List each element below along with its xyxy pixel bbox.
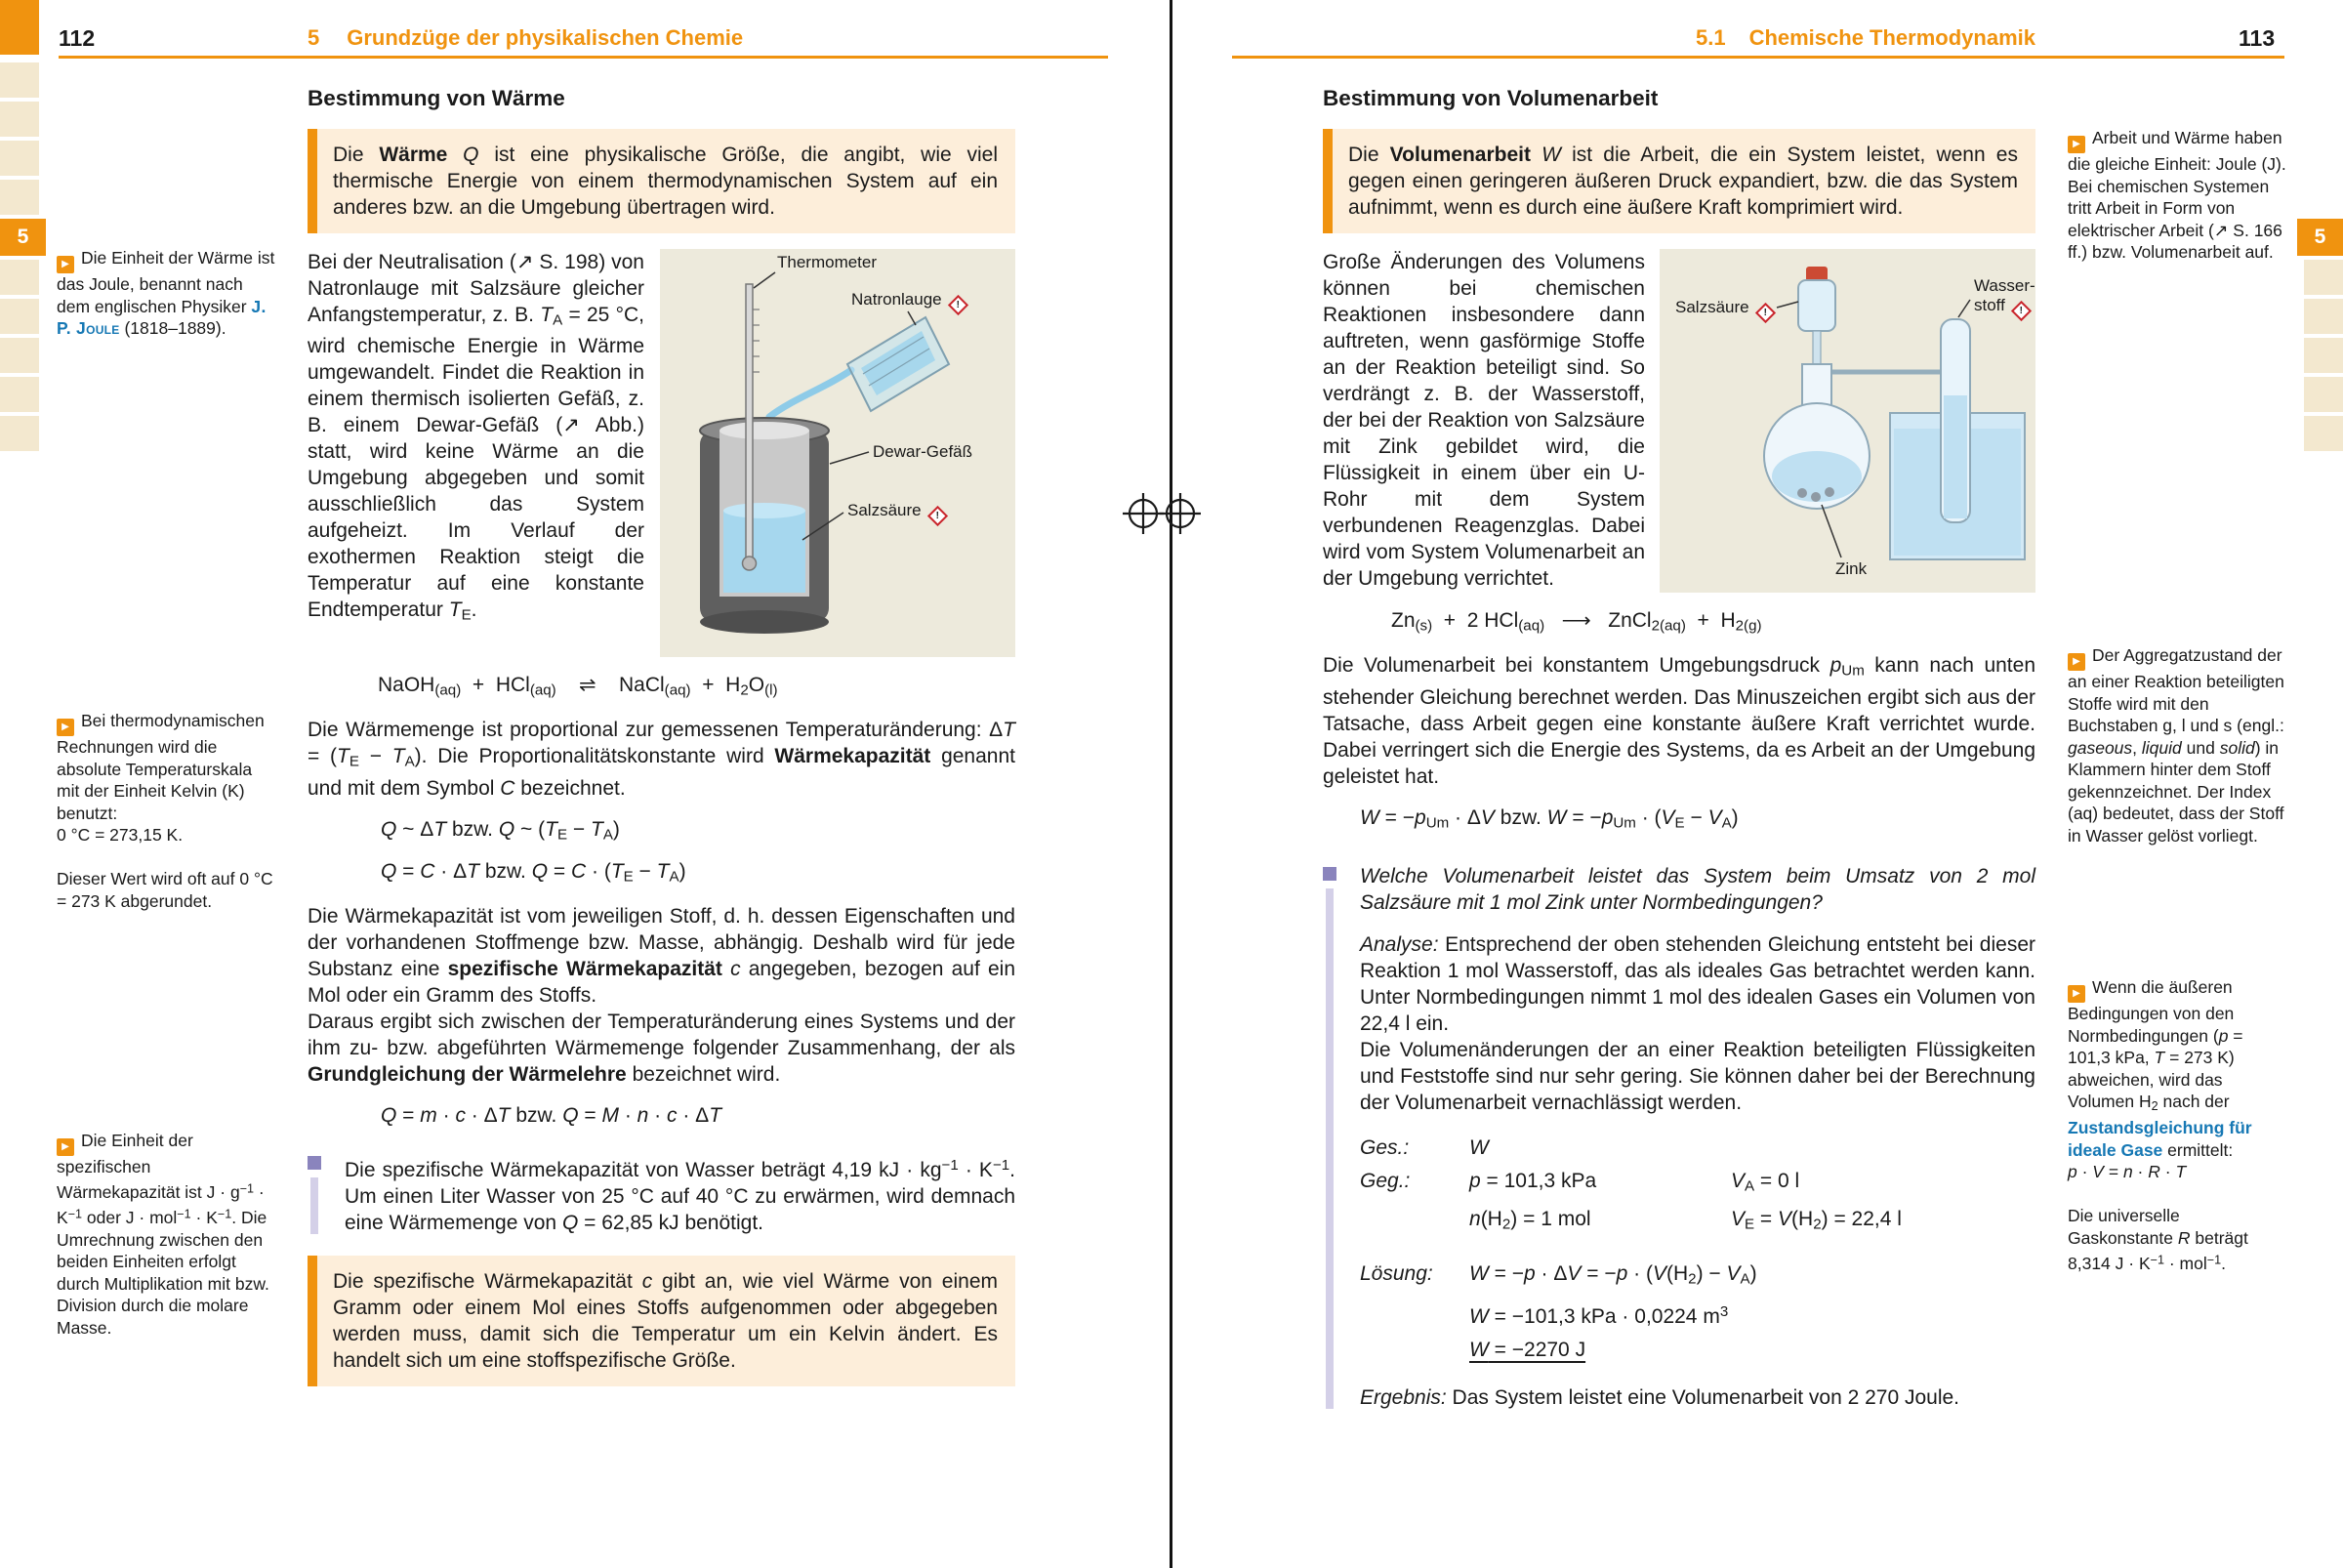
given-sought-block bbox=[1360, 1134, 2035, 1240]
equation-rhs: Q ~ $(T_E - T_A)$ bbox=[498, 817, 620, 843]
equation-capacity bbox=[308, 857, 1015, 891]
hazard-icon: ! bbox=[948, 294, 968, 314]
figure-label-zink: Zink bbox=[1835, 559, 1868, 578]
hazard-icon: ! bbox=[927, 505, 948, 525]
dewar-vessel-graphic bbox=[700, 418, 829, 634]
figure-label-dewar: Dewar-Gefäß bbox=[873, 442, 973, 461]
definition-box-heat bbox=[308, 129, 1015, 233]
worked-example bbox=[1323, 863, 2035, 1411]
given-amount: $n(H_2) = 1$ mol bbox=[1469, 1208, 1591, 1233]
section-title-volume-work: Bestimmung von Volumenarbeit bbox=[1323, 86, 1659, 110]
figure-volume-work-experiment bbox=[1660, 249, 2035, 593]
exercise-question: Welche Volumenarbeit leistet das System beim Umsatz von 2 mol Salzsäure mit 1 mol Zink unter Normbedingungen? bbox=[1360, 864, 2035, 914]
text-figure-row bbox=[308, 249, 1015, 657]
exercise-accent-bar bbox=[1326, 888, 1334, 1409]
chapter-title: Grundzüge der physikalischen Chemie bbox=[347, 25, 744, 50]
note-marker-icon: ▶ bbox=[2068, 136, 2085, 153]
solution-line: $W = -p \cdot \Delta V = -p \cdot (V(H_2) - V_A)$ bbox=[1469, 1261, 1757, 1287]
chapter-header-left bbox=[308, 25, 743, 51]
margin-note-work-unit bbox=[2068, 127, 2288, 264]
equation-volume-work bbox=[1323, 804, 2035, 838]
hazard-icon: ! bbox=[1755, 302, 1776, 322]
solution-line: W = −101,3 kPa · 0,0224 $m^3$ bbox=[1469, 1302, 1729, 1328]
text-figure-row bbox=[1323, 249, 2035, 593]
chapter-number: 5 bbox=[308, 25, 320, 50]
given-initial-volume: $V_A = 0$ l bbox=[1731, 1169, 1800, 1195]
edge-tab bbox=[0, 102, 39, 137]
edge-tab bbox=[0, 141, 39, 176]
header-rule-right bbox=[1232, 56, 2284, 59]
edge-tab bbox=[0, 338, 39, 373]
paragraph-fundamental-law: Daraus ergibt sich zwischen der Temperaturänderung eines Systems und der ihm zu- bzw. abgeführten Wärmemenge folgender Zusammenhang, der als Grundgleichung der Wärmelehre bezeichnet wird. bbox=[308, 1011, 1015, 1087]
note-marker-icon: ▶ bbox=[57, 1138, 74, 1156]
margin-note-text: Bei thermodynamischen Rechnungen wird die absolute Temperaturskala mit der Einheit Kelvin (K) benutzt: 0 °C = 273,15 K. Dieser Wert wird oft auf 0 °C = 273 K abgerundet. bbox=[57, 711, 273, 911]
chapter-tab-left bbox=[0, 219, 46, 256]
given-final-volume: $V_E = V(H_2) = 22,4$ l bbox=[1731, 1208, 1902, 1233]
chapter-tab-number: 5 bbox=[2314, 226, 2326, 248]
section-header-title: Chemische Thermodynamik bbox=[1748, 25, 2035, 50]
margin-note-text: Wenn die äußeren Bedingungen von den Normbedingungen (p = 101,3 kPa, T = 273 K) abweichen, wird das Volumen $H_2$ nach der Zustandsgleichung für ideale Gase ermittelt: p · V = n · R · T Die universelle Gaskonstante R beträgt 8,314 $J \cdot K^{-1} \cdot mol^{-1}$. bbox=[2068, 977, 2252, 1273]
margin-note-text: Die Einheit der spezifischen Wärmekapazität ist $J \cdot g^{-1} \cdot K^{-1}$ oder $J \cdot mol^{-1} \cdot K^{-1}$. Die Umrechnung zwischen den beiden Einheiten erfolgt durch Multiplikation mit bzw. Division durch die molare Masse. bbox=[57, 1131, 269, 1338]
equation-mid: bzw. bbox=[451, 817, 494, 841]
edge-tab bbox=[0, 416, 39, 451]
figure-label-natronlauge: Natronlauge ! bbox=[851, 290, 967, 312]
paragraph-heat-capacity: Die Wärmemenge ist proportional zur gemessenen Temperaturänderung: $\Delta T = (T_E - T_A)$. Die Proportionalitätskonstante wird Wärmekapazität genannt und mit dem Symbol C bezeichnet. bbox=[308, 719, 1015, 800]
margin-note-joule bbox=[57, 247, 275, 340]
figure-heat-experiment bbox=[660, 249, 1015, 657]
equation-rhs: Q = M · n · c · ΔT bbox=[562, 1104, 722, 1128]
equation-neutralisation: NaOH$_{(aq)}$ + HCl$_{(aq)}$ ⇌ NaCl$_{(aq)}$ + $H_2O_{(l)}$ bbox=[378, 674, 778, 699]
figure-label-wasserstoff-line1: Wasser- bbox=[1974, 276, 2035, 295]
page-number-right: 113 bbox=[2239, 25, 2276, 51]
paragraph-specific-heat: Die Wärmekapazität ist vom jeweiligen Stoff, d. h. dessen Eigenschaften und der vorhandenen Stoffmenge bzw. Masse, abhängig. Deshalb wird für jede Substanz eine spezifische Wärmekapazität c angegeben, bezogen auf ein Mol oder ein Gramm des Stoffs. bbox=[308, 905, 1016, 1008]
figure-label-salzsaeure: Salzsäure ! bbox=[1675, 298, 1775, 320]
paragraph-volume-work-formula: Die Volumenarbeit bei konstantem Umgebungsdruck $p_{Um}$ kann nach unten stehender Gleichung berechnet werden. Das Minuszeichen ergibt sich aus der Tatsache, dass Arbeit gegen eine konstante äußere Kraft verrichtet wurde. Dabei verringert sich die Energie des Systems, da es Arbeit an der Umgebung geleistet hat. bbox=[1323, 654, 2035, 788]
definition-box-specific-heat-text: Die spezifische Wärmekapazität c gibt an, wie viel Wärme von einem Gramm oder einem Mol eines Stoffs aufgenommen oder abgegeben werden muss, damit sich die Temperatur um ein Kelvin ändert. Es handelt sich um eine stoffspezifische Größe. bbox=[333, 1270, 998, 1373]
edge-tab bbox=[2304, 299, 2343, 334]
equation-proportional bbox=[308, 815, 1015, 849]
edge-tab bbox=[2304, 416, 2343, 451]
equation-lhs: Q = C · ΔT bbox=[381, 859, 479, 883]
exercise-bullet-marker bbox=[1323, 867, 1336, 881]
equation-mid: bzw. bbox=[1500, 805, 1541, 829]
figure-label-salzsaeure: Salzsäure ! bbox=[847, 501, 947, 523]
margin-note-aggregate-state bbox=[2068, 644, 2288, 846]
registration-mark-left bbox=[1123, 493, 1164, 534]
hazard-icon: ! bbox=[2011, 300, 2032, 320]
figure-label-wasserstoff-line2: stoff ! bbox=[1974, 296, 2031, 318]
header-rule-left bbox=[59, 56, 1108, 59]
exercise-analysis: Analyse: Entsprechend der oben stehenden Gleichung entsteht bei dieser Reaktion 1 mol Wasserstoff, das als ideales Gas betrachtet werden kann. Unter Normbedingungen nimmt 1 mol des idealen Gases ein Volumen von 22,4 l ein. Die Volumenänderungen der an einer Reaktion beteiligten Flüssigkeiten und Feststoffe sind nur sehr gering. Sie können daher bei der Berechnung der Volumenarbeit vernachlässigt werden. bbox=[1360, 932, 2035, 1114]
registration-marks bbox=[1113, 484, 1230, 543]
joule-link[interactable]: J. P. Joule bbox=[57, 296, 267, 338]
edge-tab bbox=[2304, 260, 2343, 295]
definition-box-specific-heat bbox=[308, 1256, 1015, 1386]
equation-mid: bzw. bbox=[484, 859, 526, 883]
chapter-tab-right bbox=[2297, 219, 2343, 256]
equation-lhs: Q ~ ΔT bbox=[381, 817, 447, 841]
sought-value: W bbox=[1469, 1135, 1489, 1159]
margin-note-text: Die Einheit der Wärme ist das Joule, benannt nach dem englischen Physiker J. P. Joule (1818–1889). bbox=[57, 248, 275, 338]
paragraph-neutralisation: Bei der Neutralisation (↗ S. 198) von Natronlauge mit Salzsäure gleicher Anfangstemperatur, z. B. $T_A = 25$ °C, wird chemische Energie in Wärme umgewandelt. Findet die Reaktion in einem thermisch isolierten Gefäß, z. B. einem Dewar-Gefäß (↗ Abb.) statt, wird keine Wärme an die Umgebung abgegeben und somit ausschließlich das System aufgeheizt. Im Verlauf der exothermen Reaktion steigt die Temperatur auf eine konstante Endtemperatur $T_E$. bbox=[308, 251, 644, 624]
ideal-gas-law-link[interactable]: Zustandsgleichung für ideale Gase bbox=[2068, 1118, 2252, 1160]
given-pressure: p = 101,3 kPa bbox=[1469, 1169, 1597, 1192]
margin-note-specific-heat-unit bbox=[57, 1130, 275, 1339]
section-number: 5.1 bbox=[1695, 25, 1726, 50]
chapter-tab-number: 5 bbox=[17, 226, 29, 248]
equation-rhs: $Q = C \cdot (T_E - T_A)$ bbox=[531, 859, 686, 886]
margin-note-ideal-gas bbox=[2068, 976, 2288, 1274]
edge-tab bbox=[0, 180, 39, 215]
test-tube-graphic bbox=[1941, 319, 1970, 522]
edge-tab bbox=[0, 299, 39, 334]
edge-tab bbox=[0, 260, 39, 295]
margin-note-text: Arbeit und Wärme haben die gleiche Einheit: Joule (J). Bei chemischen Systemen tritt Arbeit in Form von elektrischer Arbeit (↗ S. 166 ff.) bzw. Volumenarbeit auf. bbox=[2068, 128, 2286, 262]
note-marker-icon: ▶ bbox=[2068, 653, 2085, 671]
example-water-text: Die spezifische Wärmekapazität von Wasser beträgt 4,19 kJ · $kg^{-1} \cdot K^{-1}$. Um einen Liter Wasser von 25 °C auf 40 °C zu erwärmen, wird demnach eine Wärmemenge von Q = 62,85 kJ benötigt. bbox=[345, 1157, 1016, 1235]
example-water bbox=[308, 1152, 1015, 1236]
equation-lhs: $W = -p_{Um} \cdot \Delta V$ bbox=[1360, 805, 1495, 831]
definition-box-volume-work bbox=[1323, 129, 2035, 233]
equation-mid: bzw. bbox=[515, 1104, 557, 1128]
exercise-result: Ergebnis: Das System leistet eine Volumenarbeit von 2 270 Joule. bbox=[1360, 1385, 1960, 1409]
equation-zinc-reaction: $Zn_{(s)} + 2$ HCl$_{(aq)}$ ⟶ ZnCl$_{2(aq)}$ + $H_{2(g)}$ bbox=[1391, 609, 1762, 635]
edge-tab bbox=[2304, 377, 2343, 412]
orange-corner-block bbox=[0, 0, 39, 55]
section-title-heat: Bestimmung von Wärme bbox=[308, 86, 565, 110]
main-column-left bbox=[308, 86, 1015, 1386]
solution-label: Lösung: bbox=[1360, 1261, 1433, 1285]
example-accent-bar bbox=[310, 1177, 318, 1234]
equation-lhs: Q = m · c · ΔT bbox=[381, 1104, 511, 1128]
solution-block bbox=[1360, 1259, 2035, 1365]
flask-graphic bbox=[1764, 267, 1870, 509]
example-bullet-marker bbox=[308, 1156, 321, 1170]
figure-label-thermometer: Thermometer bbox=[777, 253, 878, 271]
note-marker-icon: ▶ bbox=[57, 719, 74, 736]
page-number-left: 112 bbox=[59, 25, 96, 51]
chapter-header-right bbox=[1323, 25, 2035, 51]
sought-label: Ges.: bbox=[1360, 1135, 1410, 1159]
given-label: Geg.: bbox=[1360, 1169, 1411, 1192]
equation-rhs: $W = -p_{Um} \cdot (V_E - V_A)$ bbox=[1546, 805, 1739, 831]
registration-mark-right bbox=[1160, 493, 1201, 534]
edge-tab bbox=[0, 62, 39, 98]
edge-tab bbox=[2304, 338, 2343, 373]
paragraph-volume-changes: Große Änderungen des Volumens können bei chemischen Reaktionen insbesondere dann auftreten, wenn gasförmige Stoffe an der Reaktion beteiligt sind. So verdrängt z. B. der Wasserstoff, der bei der Reaktion von Salzsäure mit Zink gebildet wird, die Flüssigkeit in einem über ein U-Rohr mit dem System verbundenen Reagenzglas. Dabei wird vom System Volumenarbeit an der Umgebung verrichtet. bbox=[1323, 251, 1645, 590]
note-marker-icon: ▶ bbox=[57, 256, 74, 273]
main-column-right bbox=[1323, 86, 2035, 1411]
note-marker-icon: ▶ bbox=[2068, 985, 2085, 1003]
definition-box-heat-text: Die Wärme Q ist eine physikalische Größe, die angibt, wie viel thermische Energie von einem thermodynamischen System auf ein anderes bzw. an die Umgebung übertragen wird. bbox=[333, 144, 998, 219]
beaker-graphic bbox=[847, 317, 949, 411]
pour-stream-graphic bbox=[769, 370, 851, 417]
margin-note-kelvin bbox=[57, 710, 275, 912]
equation-fundamental bbox=[308, 1101, 1015, 1131]
definition-box-volume-work-text: Die Volumenarbeit W ist die Arbeit, die ein System leistet, wenn es gegen einen geringeren äußeren Druck expandiert, bzw. die das System aufnimmt, wenn es durch eine äußere Kraft komprimiert wird. bbox=[1348, 144, 2018, 219]
edge-tab bbox=[0, 377, 39, 412]
margin-note-text: Der Aggregatzustand der an einer Reaktion beteiligten Stoffe wird mit den Buchstaben g, l und s (engl.: gaseous, liquid und solid) in Klammern hinter dem Stoff gekennzeichnet. Der Index (aq) bedeutet, dass der Stoff in Wasser gelöst vorliegt. bbox=[2068, 645, 2284, 846]
book-gutter-line bbox=[1170, 0, 1172, 1568]
solution-result-line: W = −2270 J bbox=[1469, 1338, 1586, 1361]
